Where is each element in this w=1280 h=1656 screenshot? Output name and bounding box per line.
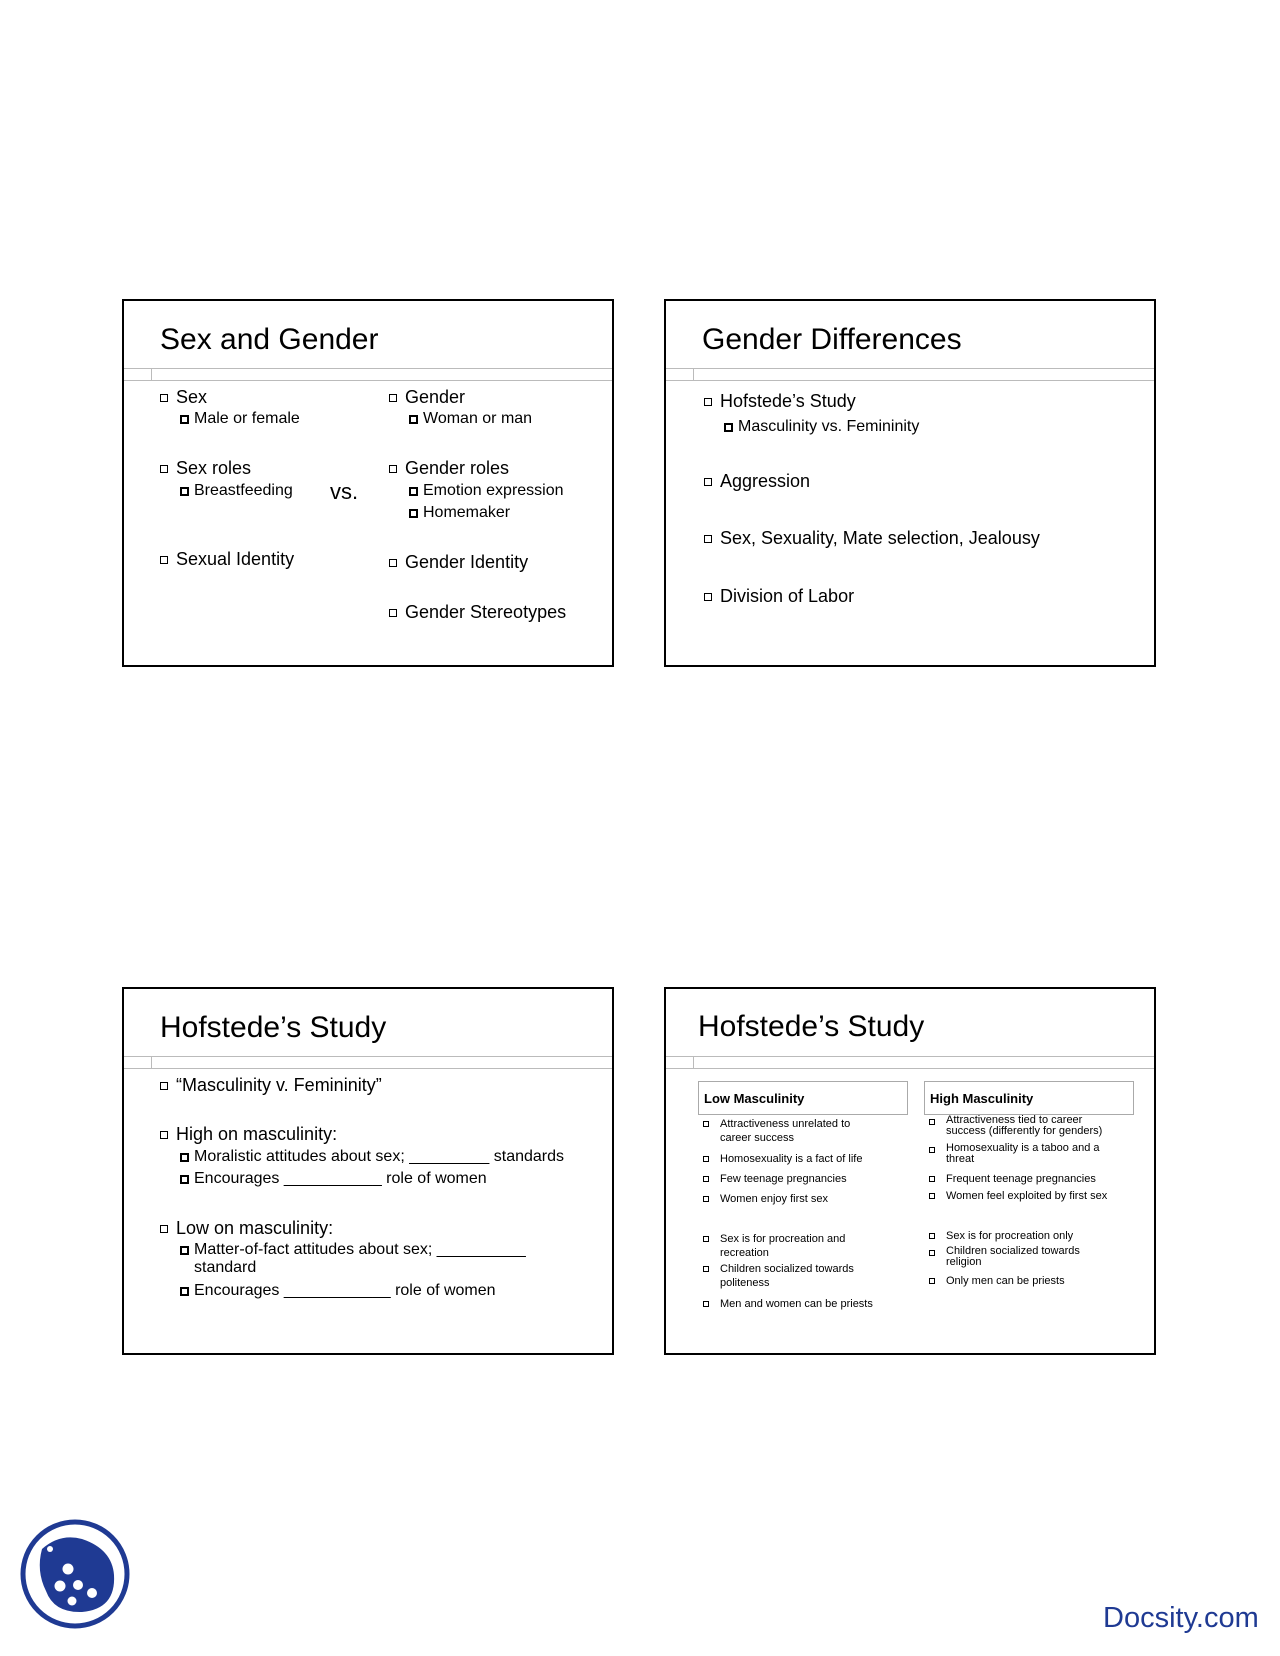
low-masculinity-item: Few teenage pregnancies [698, 1172, 847, 1186]
sub-bullet-woman-man: Woman or man [409, 410, 532, 428]
sub-bullet-encourages-low: Encourages ____________ role of women [180, 1282, 496, 1300]
sub-bullet-emotion-expression: Emotion expression [409, 482, 564, 500]
slide-hofstede-study-1 [122, 987, 614, 1355]
bullet-sex: Sex [160, 387, 207, 408]
high-masculinity-item: Attractiveness tied to career success (differently for genders) [924, 1115, 1102, 1137]
high-masculinity-item: Homosexuality is a taboo and a threat [924, 1143, 1099, 1165]
docsity-logo [20, 1519, 130, 1629]
high-masculinity-item: Only men can be priests [924, 1274, 1065, 1288]
vs-label: vs. [330, 479, 359, 504]
title-divider [124, 1056, 612, 1069]
low-masculinity-item: Attractiveness unrelated to career success [698, 1117, 850, 1145]
low-masculinity-item: Men and women can be priests [698, 1297, 873, 1311]
bullet-gender-roles: Gender roles [389, 458, 509, 479]
table-header-high: High Masculinity [924, 1081, 1134, 1115]
bullet-division-of-labor: Division of Labor [704, 586, 854, 607]
bullet-low-masculinity: Low on masculinity: [160, 1218, 333, 1239]
sub-bullet-masculinity-femininity: Masculinity vs. Femininity [724, 418, 919, 436]
low-masculinity-item: Sex is for procreation and recreation [698, 1232, 845, 1260]
high-masculinity-item: Children socialized towards religion [924, 1246, 1080, 1268]
slide-hofstede-study-2 [664, 987, 1156, 1355]
logo-dot [63, 1564, 74, 1575]
low-masculinity-item: Children socialized towards politeness [698, 1262, 854, 1290]
docsity-watermark[interactable]: Docsity.com [1103, 1602, 1259, 1634]
logo-dot [55, 1581, 66, 1592]
slide-gender-differences [664, 299, 1156, 667]
slide-title: Hofstede’s Study [698, 1010, 925, 1043]
bullet-gender-stereotypes: Gender Stereotypes [389, 602, 566, 623]
bullet-sex-sexuality: Sex, Sexuality, Mate selection, Jealousy [704, 528, 1040, 549]
sub-bullet-encourages-high: Encourages ___________ role of women [180, 1170, 487, 1188]
slide-title: Hofstede’s Study [160, 1011, 387, 1044]
bullet-aggression: Aggression [704, 471, 810, 492]
sub-bullet-matter-of-fact: Matter-of-fact attitudes about sex; __________ [180, 1241, 526, 1259]
title-divider [124, 368, 612, 381]
bullet-hofstede-study: Hofstede’s Study [704, 391, 856, 412]
bullet-masculinity-femininity: “Masculinity v. Femininity” [160, 1075, 382, 1096]
bullet-gender-identity: Gender Identity [389, 552, 528, 573]
bullet-sexual-identity: Sexual Identity [160, 549, 294, 570]
high-masculinity-item: Sex is for procreation only [924, 1229, 1073, 1243]
sub-bullet-homemaker: Homemaker [409, 504, 510, 522]
bullet-gender: Gender [389, 387, 465, 408]
high-masculinity-item: Frequent teenage pregnancies [924, 1172, 1096, 1186]
title-divider [666, 368, 1154, 381]
high-masculinity-item: Women feel exploited by first sex [924, 1189, 1107, 1203]
logo-dot [68, 1597, 77, 1606]
bullet-high-masculinity: High on masculinity: [160, 1124, 337, 1145]
sub-bullet-moralistic: Moralistic attitudes about sex; _________ standards [180, 1148, 564, 1166]
logo-dot [47, 1546, 53, 1552]
bullet-sex-roles: Sex roles [160, 458, 251, 479]
sub-bullet-male-female: Male or female [180, 410, 300, 428]
slide-sex-and-gender [122, 299, 614, 667]
low-masculinity-item: Homosexuality is a fact of life [698, 1152, 862, 1166]
sub-bullet-breastfeeding: Breastfeeding [180, 482, 293, 500]
sub-bullet-matter-of-fact-cont: standard [194, 1259, 257, 1276]
table-header-low: Low Masculinity [698, 1081, 908, 1115]
slide-title: Sex and Gender [160, 323, 379, 356]
low-masculinity-item: Women enjoy first sex [698, 1192, 828, 1206]
logo-dot [87, 1588, 97, 1598]
slide-title: Gender Differences [702, 323, 962, 356]
logo-dot [73, 1580, 83, 1590]
title-divider [666, 1056, 1154, 1069]
